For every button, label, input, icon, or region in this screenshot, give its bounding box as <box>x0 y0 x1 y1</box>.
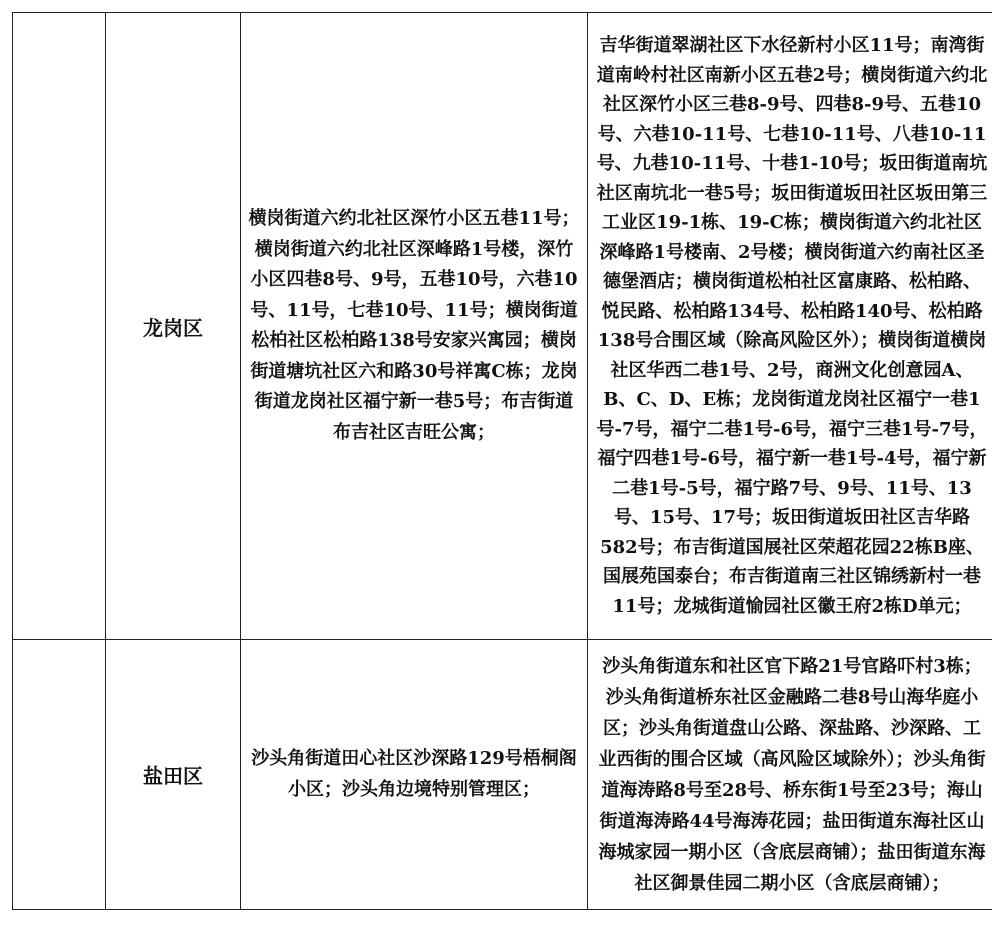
low-risk-areas-cell: 吉华街道翠湖社区下水径新村小区11号；南湾街道南岭村社区南新小区五巷2号；横岗街道六约北社区深竹小区三巷8-9号、四巷8-9号、五巷10号、六巷10-11号、七巷10-11号、八巷10-11号、九巷10-11号、十巷1-10号；坂田街道南坑社区南坑北一巷5号；坂田街道坂田社区坂田第三工业区19-1栋、19-C栋；横岗街道六约北社区深峰路1号楼南、2号楼；横岗街道六约南社区圣德堡酒店；横岗街道松柏社区富康路、松柏路、悦民路、松柏路134号、松柏路140号、松柏路138号合围区域（除高风险区外）；横岗街道横岗社区华西二巷1号、2号，商洲文化创意园A、B、C、D、E栋；龙岗街道龙岗社区福宁一巷1号-7号，福宁二巷1号-6号，福宁三巷1号-7号，福宁四巷1号-6号，福宁新一巷1号-4号，福宁新二巷1号-5号，福宁路7号、9号、11号、13号、15号、17号；坂田街道坂田社区吉华路582号；布吉街道国展社区荣超花园22栋B座、国展苑国泰台；布吉街道南三社区锦绣新村一巷11号；龙城街道愉园社区徽王府2栋D单元； <box>588 13 992 640</box>
district-cell: 盐田区 <box>106 640 241 910</box>
risk-area-table <box>12 12 992 910</box>
table-row <box>13 13 992 640</box>
medium-risk-areas-cell: 沙头角街道田心社区沙深路129号梧桐阁小区；沙头角边境特别管理区； <box>241 640 588 910</box>
table-cell-empty <box>13 13 106 640</box>
low-risk-areas-cell: 沙头角街道东和社区官下路21号官路吓村3栋；沙头角街道桥东社区金融路二巷8号山海华庭小区；沙头角街道盘山公路、深盐路、沙深路、工业西街的围合区域（高风险区域除外）；沙头角街道海涛路8号至28号、桥东街1号至23号；海山街道海涛路44号海涛花园；盐田街道东海社区山海城家园一期小区（含底层商铺）；盐田街道东海社区御景佳园二期小区（含底层商铺）； <box>588 640 992 910</box>
medium-risk-areas-cell: 横岗街道六约北社区深竹小区五巷11号；横岗街道六约北社区深峰路1号楼，深竹小区四巷8号、9号，五巷10号，六巷10号、11号，七巷10号、11号；横岗街道松柏社区松柏路138号安家兴寓园；横岗街道塘坑社区六和路30号祥寓C栋；龙岗街道龙岗社区福宁新一巷5号；布吉街道布吉社区吉旺公寓； <box>241 13 588 640</box>
table-cell-empty <box>13 640 106 910</box>
table-row <box>13 640 992 910</box>
district-cell: 龙岗区 <box>106 13 241 640</box>
